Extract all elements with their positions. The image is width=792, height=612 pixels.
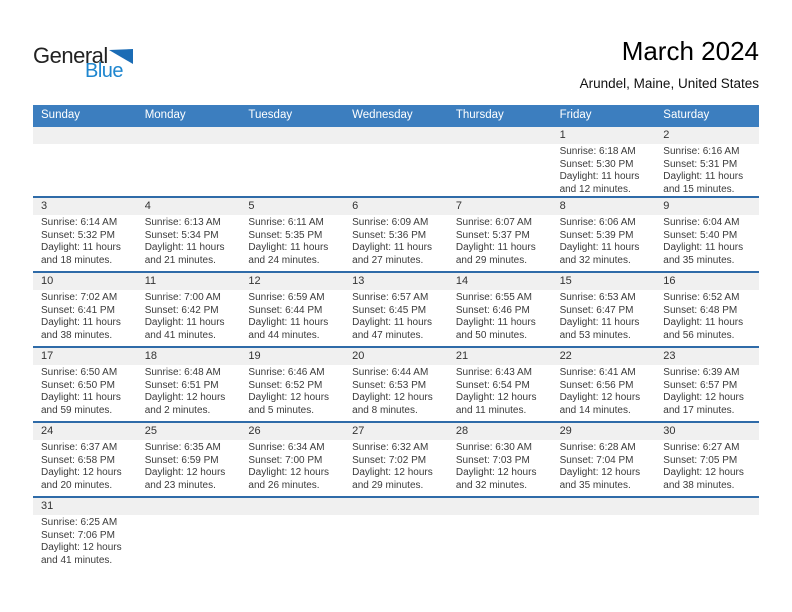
day-daylight-line-1: Daylight: 12 hours <box>41 467 122 479</box>
day-sunset: Sunset: 6:50 PM <box>41 379 115 391</box>
day-daylight-line-1: Daylight: 12 hours <box>41 542 122 554</box>
day-daylight-line-2: and 21 minutes. <box>144 254 216 266</box>
day-sunrise: Sunrise: 7:00 AM <box>144 292 221 303</box>
day-cell-empty <box>448 127 552 196</box>
weekday-label-wednesday: Wednesday <box>352 109 413 121</box>
day-cell-9 <box>655 198 759 271</box>
day-number: 24 <box>33 423 137 440</box>
day-daylight-line-2: and 2 minutes. <box>144 404 211 416</box>
day-daylight-line-1: Daylight: 12 hours <box>352 392 433 404</box>
day-sunrise: Sunrise: 6:46 AM <box>248 367 325 378</box>
day-daylight-line-1: Daylight: 11 hours <box>352 317 432 329</box>
day-sunset: Sunset: 5:39 PM <box>559 229 634 241</box>
day-sunset: Sunset: 7:03 PM <box>455 454 530 466</box>
day-daylight-line-2: and 23 minutes. <box>144 479 216 491</box>
day-number: 22 <box>552 348 656 365</box>
day-sunrise: Sunrise: 6:53 AM <box>559 292 636 303</box>
day-number <box>552 498 656 515</box>
weekday-label-tuesday: Tuesday <box>248 109 293 121</box>
day-sunrise: Sunrise: 6:35 AM <box>144 442 221 453</box>
day-number: 26 <box>240 423 344 440</box>
day-cell-empty <box>344 127 448 196</box>
day-number: 16 <box>655 273 759 290</box>
day-number: 5 <box>240 198 344 215</box>
weekday-label-thursday: Thursday <box>455 109 504 121</box>
day-sunset: Sunset: 5:37 PM <box>455 229 530 241</box>
day-daylight-line-1: Daylight: 11 hours <box>144 317 225 329</box>
day-daylight-line-1: Daylight: 11 hours <box>455 317 536 329</box>
day-number: 8 <box>552 198 656 215</box>
day-sunset: Sunset: 5:35 PM <box>248 229 323 241</box>
day-number: 7 <box>448 198 552 215</box>
day-cell-empty <box>344 498 448 571</box>
day-cell-13 <box>344 273 448 346</box>
day-sunrise: Sunrise: 6:57 AM <box>352 292 429 303</box>
day-cell-21 <box>448 348 552 421</box>
day-cell-19 <box>240 348 344 421</box>
day-cell-24 <box>33 423 137 496</box>
day-cell-2 <box>655 127 759 196</box>
day-number: 17 <box>33 348 137 365</box>
week-row <box>33 496 759 571</box>
day-sunrise: Sunrise: 6:59 AM <box>248 292 325 303</box>
day-number: 3 <box>33 198 137 215</box>
day-daylight-line-2: and 53 minutes. <box>559 329 631 341</box>
day-cell-12 <box>240 273 344 346</box>
day-cell-6 <box>344 198 448 271</box>
day-cell-4 <box>137 198 241 271</box>
day-number: 30 <box>655 423 759 440</box>
day-daylight-line-1: Daylight: 11 hours <box>455 242 536 254</box>
day-number <box>448 498 552 515</box>
day-cell-25 <box>137 423 241 496</box>
day-daylight-line-2: and 38 minutes. <box>41 329 113 341</box>
day-sunset: Sunset: 6:54 PM <box>455 379 530 391</box>
day-daylight-line-2: and 14 minutes. <box>559 404 631 416</box>
day-sunset: Sunset: 6:57 PM <box>663 379 738 391</box>
day-daylight-line-2: and 18 minutes. <box>41 254 113 266</box>
day-daylight-line-1: Daylight: 12 hours <box>144 467 226 479</box>
logo-text-blue: Blue <box>85 60 124 82</box>
day-daylight-line-1: Daylight: 11 hours <box>248 317 329 329</box>
day-sunrise: Sunrise: 6:44 AM <box>352 367 429 378</box>
day-daylight-line-2: and 12 minutes. <box>559 183 631 195</box>
day-daylight-line-2: and 20 minutes. <box>41 479 113 491</box>
day-number <box>344 127 448 144</box>
day-number: 23 <box>655 348 759 365</box>
day-daylight-line-1: Daylight: 11 hours <box>663 242 744 254</box>
day-sunrise: Sunrise: 6:48 AM <box>144 367 221 378</box>
day-daylight-line-1: Daylight: 11 hours <box>41 392 121 404</box>
day-daylight-line-2: and 50 minutes. <box>455 329 528 341</box>
day-cell-empty <box>240 127 344 196</box>
day-sunset: Sunset: 7:00 PM <box>248 454 323 466</box>
day-sunset: Sunset: 7:05 PM <box>663 454 738 466</box>
day-sunset: Sunset: 7:02 PM <box>352 454 427 466</box>
day-cell-29 <box>552 423 656 496</box>
day-daylight-line-1: Daylight: 11 hours <box>41 242 121 254</box>
day-daylight-line-1: Daylight: 12 hours <box>663 392 744 404</box>
day-cell-31 <box>33 498 137 571</box>
day-sunrise: Sunrise: 6:09 AM <box>352 217 429 228</box>
day-daylight-line-2: and 26 minutes. <box>248 479 320 491</box>
day-daylight-line-1: Daylight: 12 hours <box>144 392 226 404</box>
day-sunrise: Sunrise: 6:37 AM <box>41 442 118 453</box>
day-number: 20 <box>344 348 448 365</box>
day-cell-empty <box>137 127 241 196</box>
day-number: 10 <box>33 273 137 290</box>
day-sunset: Sunset: 7:06 PM <box>41 529 115 541</box>
day-daylight-line-2: and 41 minutes. <box>41 554 113 566</box>
day-daylight-line-1: Daylight: 11 hours <box>41 317 121 329</box>
day-daylight-line-1: Daylight: 12 hours <box>455 467 537 479</box>
day-cell-18 <box>137 348 241 421</box>
day-cell-empty <box>552 498 656 571</box>
calendar-grid <box>33 105 759 571</box>
day-number: 31 <box>33 498 137 515</box>
day-number <box>137 498 241 515</box>
day-daylight-line-1: Daylight: 12 hours <box>559 467 641 479</box>
day-daylight-line-1: Daylight: 11 hours <box>663 317 744 329</box>
day-number <box>344 498 448 515</box>
day-sunset: Sunset: 6:45 PM <box>352 304 427 316</box>
weekday-label-saturday: Saturday <box>663 109 710 121</box>
day-cell-empty <box>448 498 552 571</box>
day-number: 1 <box>552 127 656 144</box>
day-daylight-line-1: Daylight: 12 hours <box>559 392 641 404</box>
day-sunset: Sunset: 5:31 PM <box>663 158 738 170</box>
day-daylight-line-2: and 35 minutes. <box>663 254 735 266</box>
day-daylight-line-2: and 44 minutes. <box>248 329 320 341</box>
day-daylight-line-1: Daylight: 12 hours <box>352 467 433 479</box>
day-daylight-line-2: and 59 minutes. <box>41 404 113 416</box>
general-blue-logo <box>33 43 133 82</box>
week-row <box>33 421 759 496</box>
day-cell-3 <box>33 198 137 271</box>
day-sunrise: Sunrise: 6:41 AM <box>559 367 636 378</box>
day-daylight-line-1: Daylight: 12 hours <box>248 392 330 404</box>
day-cell-8 <box>552 198 656 271</box>
day-daylight-line-1: Daylight: 11 hours <box>559 317 640 329</box>
day-daylight-line-1: Daylight: 11 hours <box>663 171 744 183</box>
day-sunset: Sunset: 6:48 PM <box>663 304 738 316</box>
day-daylight-line-2: and 17 minutes. <box>663 404 735 416</box>
day-sunrise: Sunrise: 6:06 AM <box>559 217 636 228</box>
day-cell-30 <box>655 423 759 496</box>
day-sunrise: Sunrise: 6:07 AM <box>455 217 532 228</box>
week-row <box>33 346 759 421</box>
day-sunrise: Sunrise: 6:34 AM <box>248 442 325 453</box>
day-sunset: Sunset: 5:40 PM <box>663 229 738 241</box>
day-number: 25 <box>137 423 241 440</box>
day-sunrise: Sunrise: 6:55 AM <box>455 292 532 303</box>
day-daylight-line-1: Daylight: 11 hours <box>559 171 640 183</box>
day-number <box>655 498 759 515</box>
day-daylight-line-2: and 15 minutes. <box>663 183 735 195</box>
day-cell-20 <box>344 348 448 421</box>
weekday-label-sunday: Sunday <box>41 109 81 121</box>
day-daylight-line-1: Daylight: 11 hours <box>248 242 329 254</box>
day-sunset: Sunset: 5:32 PM <box>41 229 115 241</box>
day-cell-5 <box>240 198 344 271</box>
day-sunset: Sunset: 5:36 PM <box>352 229 427 241</box>
day-daylight-line-2: and 56 minutes. <box>663 329 735 341</box>
day-cell-22 <box>552 348 656 421</box>
day-sunrise: Sunrise: 6:27 AM <box>663 442 740 453</box>
day-cell-empty <box>33 127 137 196</box>
day-daylight-line-2: and 11 minutes. <box>455 404 527 416</box>
weekday-label-friday: Friday <box>559 109 592 121</box>
day-sunset: Sunset: 6:47 PM <box>559 304 634 316</box>
day-number <box>240 498 344 515</box>
day-number: 2 <box>655 127 759 144</box>
day-number <box>137 127 241 144</box>
day-daylight-line-1: Daylight: 11 hours <box>144 242 225 254</box>
day-daylight-line-2: and 8 minutes. <box>352 404 418 416</box>
day-cell-7 <box>448 198 552 271</box>
day-sunset: Sunset: 5:34 PM <box>144 229 219 241</box>
day-sunrise: Sunrise: 6:43 AM <box>455 367 532 378</box>
day-sunset: Sunset: 6:41 PM <box>41 304 115 316</box>
day-cell-1 <box>552 127 656 196</box>
day-sunrise: Sunrise: 6:28 AM <box>559 442 636 453</box>
day-sunrise: Sunrise: 6:25 AM <box>41 517 118 528</box>
weekday-header-row <box>33 105 759 127</box>
day-sunset: Sunset: 6:52 PM <box>248 379 323 391</box>
day-sunrise: Sunrise: 7:02 AM <box>41 292 118 303</box>
day-daylight-line-1: Daylight: 11 hours <box>352 242 432 254</box>
day-cell-27 <box>344 423 448 496</box>
day-daylight-line-2: and 5 minutes. <box>248 404 315 416</box>
day-sunset: Sunset: 6:56 PM <box>559 379 634 391</box>
day-number: 21 <box>448 348 552 365</box>
day-sunrise: Sunrise: 6:50 AM <box>41 367 118 378</box>
day-sunset: Sunset: 6:42 PM <box>144 304 219 316</box>
day-daylight-line-2: and 35 minutes. <box>559 479 631 491</box>
day-sunset: Sunset: 6:58 PM <box>41 454 115 466</box>
day-daylight-line-2: and 29 minutes. <box>352 479 424 491</box>
day-daylight-line-1: Daylight: 12 hours <box>455 392 537 404</box>
day-number: 19 <box>240 348 344 365</box>
day-sunrise: Sunrise: 6:52 AM <box>663 292 740 303</box>
week-row <box>33 127 759 196</box>
day-daylight-line-2: and 41 minutes. <box>144 329 216 341</box>
day-sunrise: Sunrise: 6:32 AM <box>352 442 429 453</box>
page-subtitle: Arundel, Maine, United States <box>579 76 759 91</box>
day-sunrise: Sunrise: 6:39 AM <box>663 367 740 378</box>
day-number: 14 <box>448 273 552 290</box>
weeks-container <box>33 127 759 571</box>
day-number: 28 <box>448 423 552 440</box>
day-daylight-line-2: and 24 minutes. <box>248 254 320 266</box>
day-daylight-line-1: Daylight: 12 hours <box>248 467 330 479</box>
day-daylight-line-2: and 32 minutes. <box>559 254 631 266</box>
day-sunset: Sunset: 6:53 PM <box>352 379 427 391</box>
day-cell-16 <box>655 273 759 346</box>
day-number <box>240 127 344 144</box>
day-cell-10 <box>33 273 137 346</box>
day-daylight-line-2: and 29 minutes. <box>455 254 528 266</box>
day-number <box>33 127 137 144</box>
day-sunrise: Sunrise: 6:16 AM <box>663 146 740 157</box>
day-sunrise: Sunrise: 6:30 AM <box>455 442 532 453</box>
day-cell-14 <box>448 273 552 346</box>
day-number: 6 <box>344 198 448 215</box>
day-cell-23 <box>655 348 759 421</box>
day-sunset: Sunset: 7:04 PM <box>559 454 634 466</box>
day-number <box>448 127 552 144</box>
day-cell-empty <box>137 498 241 571</box>
day-number: 18 <box>137 348 241 365</box>
day-sunset: Sunset: 5:30 PM <box>559 158 634 170</box>
logo-text-general: General <box>33 43 108 68</box>
weekday-label-monday: Monday <box>144 109 186 121</box>
day-cell-17 <box>33 348 137 421</box>
day-cell-11 <box>137 273 241 346</box>
day-sunset: Sunset: 6:51 PM <box>144 379 219 391</box>
day-sunrise: Sunrise: 6:18 AM <box>559 146 636 157</box>
day-cell-28 <box>448 423 552 496</box>
day-number: 15 <box>552 273 656 290</box>
day-sunrise: Sunrise: 6:11 AM <box>248 217 324 228</box>
week-row <box>33 271 759 346</box>
day-daylight-line-2: and 38 minutes. <box>663 479 735 491</box>
day-sunset: Sunset: 6:46 PM <box>455 304 530 316</box>
day-number: 13 <box>344 273 448 290</box>
day-number: 27 <box>344 423 448 440</box>
week-row <box>33 196 759 271</box>
day-number: 4 <box>137 198 241 215</box>
page-title: March 2024 <box>621 36 759 66</box>
day-sunrise: Sunrise: 6:14 AM <box>41 217 118 228</box>
day-cell-26 <box>240 423 344 496</box>
day-daylight-line-1: Daylight: 12 hours <box>663 467 744 479</box>
day-daylight-line-2: and 32 minutes. <box>455 479 528 491</box>
day-number: 9 <box>655 198 759 215</box>
day-sunrise: Sunrise: 6:13 AM <box>144 217 221 228</box>
day-cell-empty <box>655 498 759 571</box>
day-daylight-line-1: Daylight: 11 hours <box>559 242 640 254</box>
day-number: 11 <box>137 273 241 290</box>
day-sunset: Sunset: 6:59 PM <box>144 454 219 466</box>
day-daylight-line-2: and 27 minutes. <box>352 254 424 266</box>
day-number: 12 <box>240 273 344 290</box>
day-daylight-line-2: and 47 minutes. <box>352 329 424 341</box>
day-number: 29 <box>552 423 656 440</box>
day-sunset: Sunset: 6:44 PM <box>248 304 323 316</box>
day-cell-empty <box>240 498 344 571</box>
day-cell-15 <box>552 273 656 346</box>
day-sunrise: Sunrise: 6:04 AM <box>663 217 740 228</box>
